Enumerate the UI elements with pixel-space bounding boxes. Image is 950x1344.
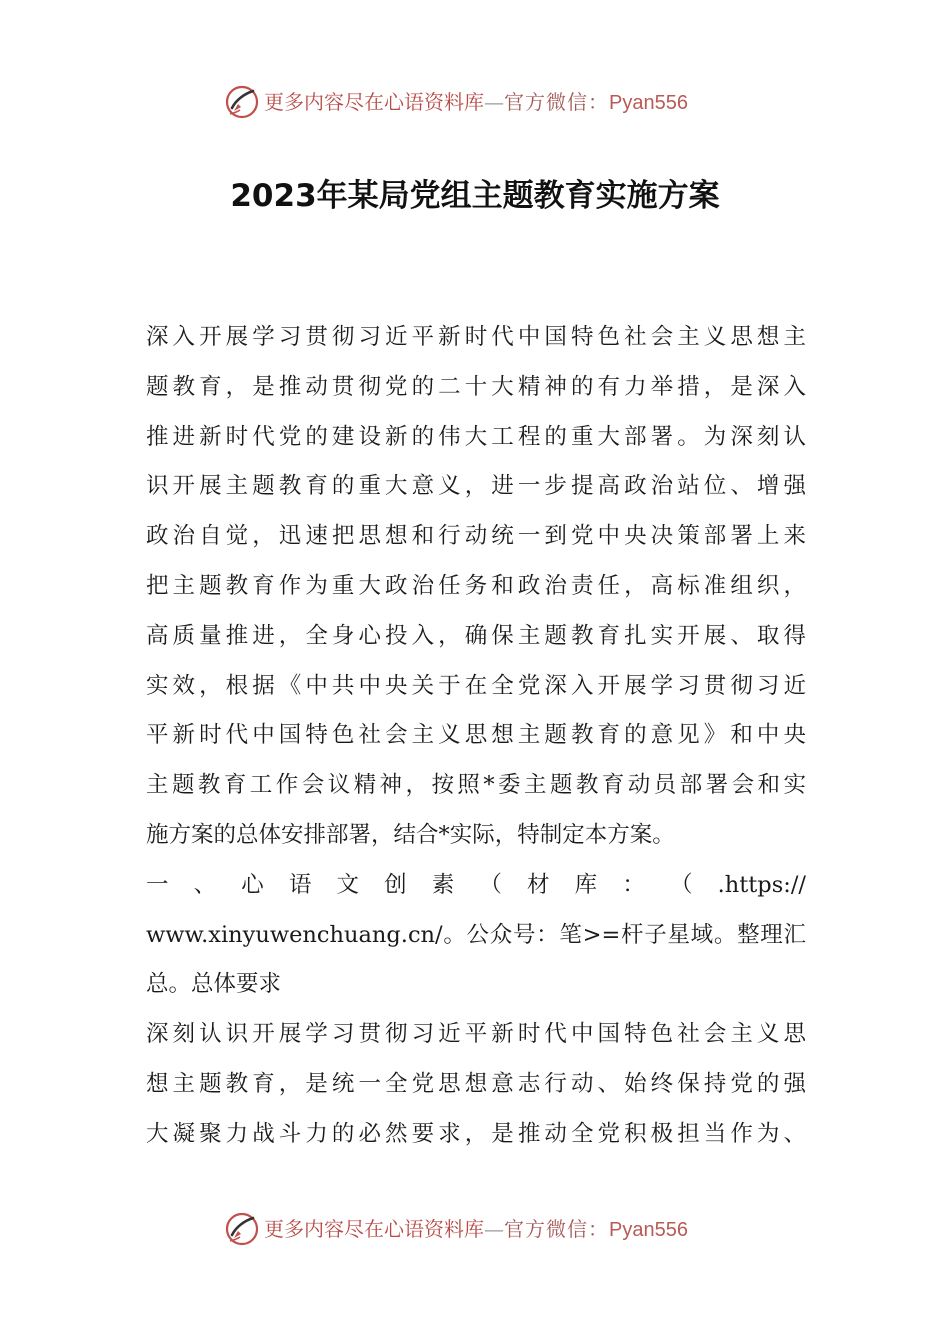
document-body (146, 313, 806, 1160)
banner-dash: — (484, 1217, 504, 1241)
body-line: 识开展主题教育的重大意义，进一步提高政治站位、增强 (146, 473, 806, 500)
body-line: 想主题教育，是统一全党思想意志行动、始终保持党的强 (146, 1070, 806, 1097)
body-line: 平新时代中国特色社会主义思想主题教育的意见》和中央 (146, 722, 806, 749)
body-line: www.xinyuwenchuang.cn/。公众号：笔>=杆子星域。整理汇 (146, 921, 806, 948)
body-line: 深入开展学习贯彻习近平新时代中国特色社会主义思想主 (146, 324, 806, 350)
body-line: 把主题教育作为重大政治任务和政治责任，高标准组织， (146, 572, 806, 599)
body-line: 施方案的总体安排部署，结合*实际，特制定本方案。 (146, 821, 675, 848)
body-line: 大凝聚力战斗力的必然要求，是推动全党积极担当作为、 (146, 1120, 806, 1147)
pen-logo-icon (224, 1211, 260, 1247)
body-line: 实效，根据《中共中央关于在全党深入开展学习贯彻习近 (146, 672, 806, 699)
body-line: 题教育，是推动贯彻党的二十大精神的有力举措，是深入 (146, 373, 806, 400)
header-banner (0, 80, 950, 124)
document-title: 2023年某局党组主题教育实施方案 (230, 178, 720, 214)
body-line: 政治自觉，迅速把思想和行动统一到党中央决策部署上来 (146, 523, 806, 550)
pen-logo-icon (224, 84, 260, 120)
banner-main-text: 更多内容尽在心语资料库 (264, 1217, 484, 1241)
banner-wechat-label: 官方微信： (504, 1217, 609, 1241)
banner-wechat-id: Pyan556 (609, 1219, 688, 1241)
footer-banner (0, 1207, 950, 1251)
body-line: 推进新时代党的建设新的伟大工程的重大部署。为深刻认 (146, 423, 806, 450)
body-line: 主题教育工作会议精神，按照*委主题教育动员部署会和实 (146, 772, 806, 799)
banner-text (264, 89, 688, 116)
body-line: 深刻认识开展学习贯彻习近平新时代中国特色社会主义思 (146, 1021, 806, 1048)
section-heading-line: 一 、 心 语 文 创 素 （ 材 库 ： （ .https:// (146, 871, 806, 898)
banner-text (264, 1216, 688, 1243)
body-line: 总。总体要求 (146, 971, 282, 998)
banner-main-text: 更多内容尽在心语资料库 (264, 90, 484, 114)
banner-wechat-id: Pyan556 (609, 92, 688, 114)
banner-wechat-label: 官方微信： (504, 90, 609, 114)
body-line: 高质量推进，全身心投入，确保主题教育扎实开展、取得 (146, 622, 806, 649)
banner-dash: — (484, 90, 504, 114)
